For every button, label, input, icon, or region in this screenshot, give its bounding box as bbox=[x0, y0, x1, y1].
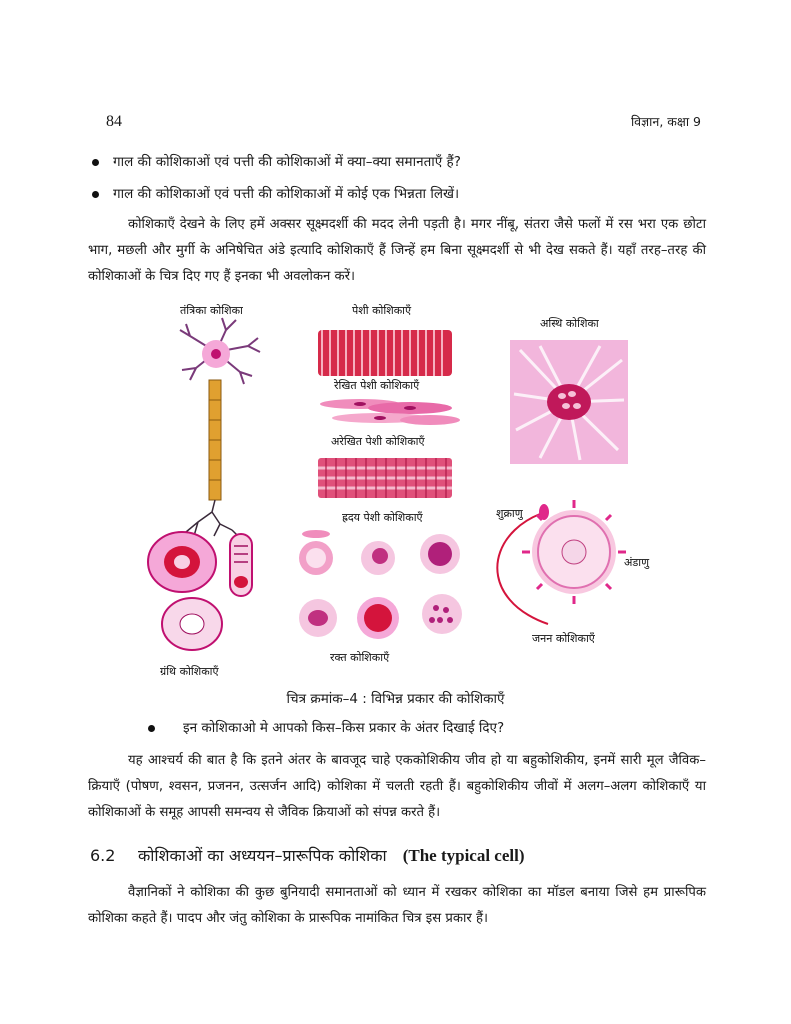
book-title: विज्ञान, कक्षा 9 bbox=[630, 114, 701, 129]
section-number: 6.2 bbox=[90, 846, 116, 865]
label-striated-muscle: रेखित पेशी कोशिकाएँ bbox=[334, 379, 420, 392]
label-ovum: अंडाणु bbox=[624, 556, 650, 569]
question-similarities bbox=[92, 152, 461, 170]
label-reproductive-cells: जनन कोशिकाएँ bbox=[532, 632, 595, 645]
nerve-cell-illustration bbox=[178, 318, 260, 538]
label-bone-cell: अस्थि कोशिका bbox=[540, 317, 599, 330]
section-title-english: (The typical cell) bbox=[402, 846, 525, 865]
label-sperm: शुक्राणु bbox=[496, 507, 523, 520]
paragraph-typical-cell-text: वैज्ञानिकों ने कोशिका की कुछ बुनियादी समानताओं को ध्यान में रखकर कोशिका का मॉडल बनाया जिसे हम प्रारूपिक कोशिका कहते हैं। पादप और जंतु कोशिका के प्रारूपिक नामांकित चित्र इस प्रकार हैं। bbox=[88, 885, 706, 926]
gland-cells-illustration bbox=[148, 532, 252, 650]
cardiac-muscle-illustration bbox=[318, 458, 452, 498]
paragraph-intro-text: कोशिकाएँ देखने के लिए हमें अक्सर सूक्ष्मदर्शी की मदद लेनी पड़ती है। मगर नींबू, संतरा जैसे फलों में रस भरा एक छोटा भाग, मछली और मुर्गी के अनिषेचित अंडे इत्यादि कोशिकाएँ हैं जिन्हें हम बिना सूक्ष्मदर्शी से भी देख सकते हैं। यहाँ तरह–तरह की कोशिकाओं के चित्र दिए गए हैं इनका भी अवलोकन करें। bbox=[88, 217, 706, 284]
paragraph-typical-cell bbox=[88, 880, 706, 932]
page-number: 84 bbox=[106, 113, 122, 130]
striated-muscle-illustration bbox=[318, 330, 452, 376]
question-text: गाल की कोशिकाओं एवं पत्ती की कोशिकाओं में क्या–क्या समानताएँ हैं? bbox=[113, 154, 461, 170]
label-gland-cells: ग्रंथि कोशिकाएँ bbox=[160, 665, 219, 678]
paragraph-life-processes-text: यह आश्चर्य की बात है कि इतने अंतर के बावजूद चाहे एककोशिकीय जीव हो या बहुकोशिकीय, इनमें सारी मूल जैविक–क्रियाएँ (पोषण, श्वसन, प्रजनन, उत्सर्जन आदि) कोशिका में चलती रहती हैं। बहुकोशिकीय जीवों में अलग–अलग कोशिकाएँ या कोशिकाओं के समूह आपसी समन्वय से जैविक क्रियाओं को संपन्न करते हैं। bbox=[88, 753, 706, 820]
figure-cell-types bbox=[0, 290, 791, 690]
bullet-icon bbox=[92, 191, 99, 198]
smooth-muscle-illustration bbox=[320, 399, 460, 425]
section-heading bbox=[90, 844, 525, 866]
label-nerve-cell: तंत्रिका कोशिका bbox=[180, 304, 243, 317]
label-muscle-cells: पेशी कोशिकाएँ bbox=[352, 304, 412, 317]
figure-caption: चित्र क्रमांक–4 : विभिन्न प्रकार की कोशिकाएँ bbox=[286, 691, 505, 707]
bullet-icon bbox=[148, 725, 155, 732]
label-cardiac-muscle: ह्रदय पेशी कोशिकाएँ bbox=[342, 511, 423, 524]
blood-cells-illustration bbox=[299, 530, 462, 639]
paragraph-intro bbox=[88, 212, 706, 290]
question-text: इन कोशिकाओ मे आपको किस–किस प्रकार के अंतर दिखाई दिए? bbox=[183, 720, 505, 736]
bullet-icon bbox=[92, 159, 99, 166]
question-difference bbox=[92, 184, 459, 202]
bone-cell-illustration bbox=[510, 340, 628, 464]
question-text: गाल की कोशिकाओं एवं पत्ती की कोशिकाओं में कोई एक भिन्नता लिखें। bbox=[113, 186, 460, 202]
question-differences bbox=[148, 718, 504, 736]
label-blood-cells: रक्त कोशिकाएँ bbox=[330, 651, 390, 664]
paragraph-life-processes bbox=[88, 748, 706, 826]
section-title: कोशिकाओं का अध्ययन–प्रारूपिक कोशिका bbox=[138, 846, 387, 865]
label-smooth-muscle: अरेखित पेशी कोशिकाएँ bbox=[331, 435, 425, 448]
